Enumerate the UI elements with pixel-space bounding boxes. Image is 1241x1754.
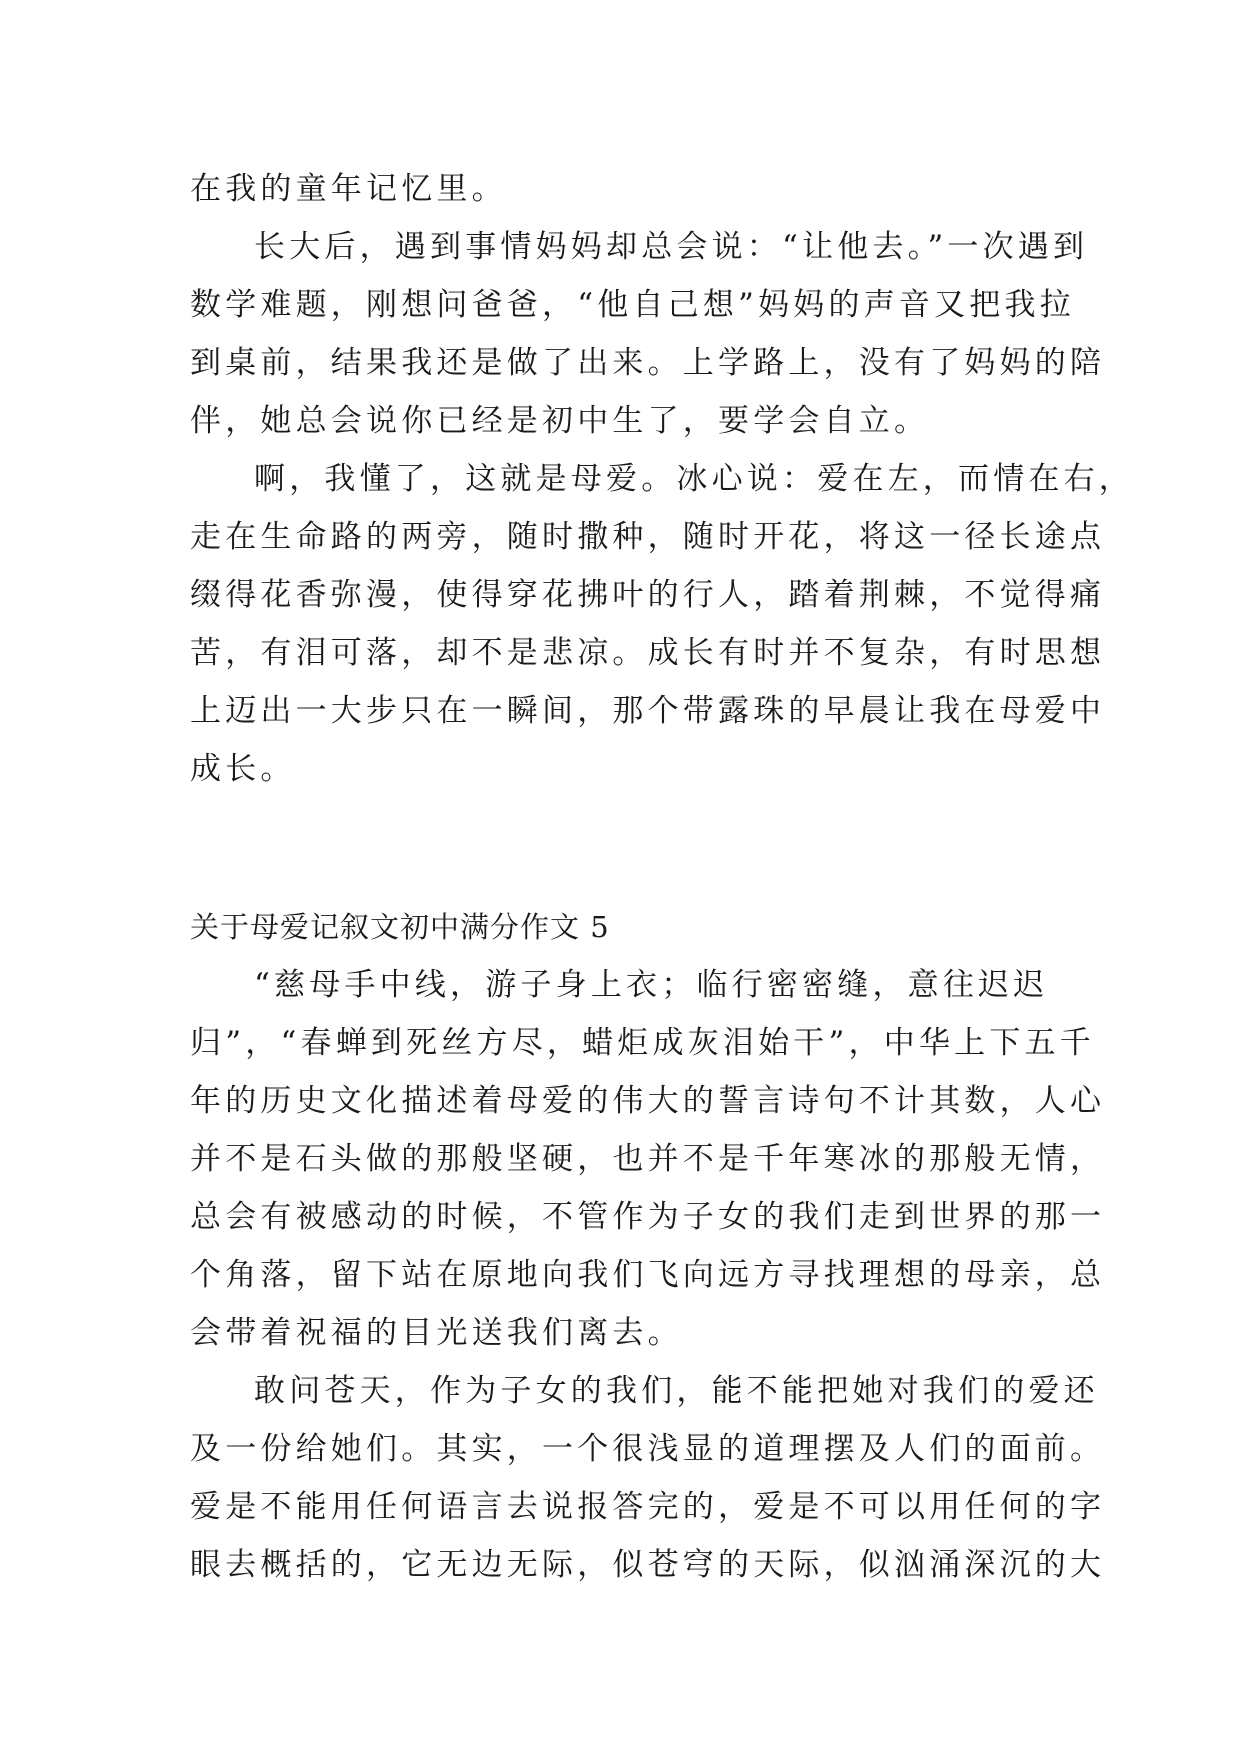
text-line: 并不是石头做的那般坚硬，也并不是千年寒冰的那般无情，: [190, 1141, 1106, 1177]
section-gap: [190, 798, 1060, 898]
text-line: 眼去概括的，它无边无际，似苍穹的天际，似汹涌深沉的大: [190, 1547, 1106, 1583]
section-heading: 关于母爱记叙文初中满分作文 5: [190, 910, 610, 944]
text-line: 到桌前，结果我还是做了出来。上学路上，没有了妈妈的陪: [190, 345, 1106, 381]
text-line: 及一份给她们。其实，一个很浅显的道理摆及人们的面前。: [190, 1431, 1106, 1467]
text-line: 上迈出一大步只在一瞬间，那个带露珠的早晨让我在母爱中: [190, 693, 1106, 729]
text-line: 伴，她总会说你已经是初中生了，要学会自立。: [190, 403, 930, 439]
text-line: 成长。: [190, 751, 296, 787]
text-line: 苦，有泪可落，却不是悲凉。成长有时并不复杂，有时思想: [190, 635, 1106, 671]
paragraph-start-line: 啊，我懂了，这就是母爱。冰心说：爱在左，而情在右，: [254, 461, 1134, 497]
text-line: 个角落，留下站在原地向我们飞向远方寻找理想的母亲，总: [190, 1257, 1106, 1293]
text-line: 数学难题，刚想问爸爸，“他自己想”妈妈的声音又把我拉: [190, 287, 1075, 323]
document-page: [190, 160, 1134, 1594]
text-line: 年的历史文化描述着母爱的伟大的誓言诗句不计其数，人心: [190, 1083, 1106, 1119]
text-line: 在我的童年记忆里。: [190, 171, 507, 207]
text-line: 会带着祝福的目光送我们离去。: [190, 1315, 683, 1351]
text-line: 走在生命路的两旁，随时撒种，随时开花，将这一径长途点: [190, 519, 1106, 555]
paragraph-start-line: 敢问苍天，作为子女的我们，能不能把她对我们的爱还: [254, 1373, 1099, 1409]
text-line: 爱是不能用任何语言去说报答完的，爱是不可以用任何的字: [190, 1489, 1106, 1525]
text-line: 归”，“春蝉到死丝方尽，蜡炬成灰泪始干”，中华上下五千: [190, 1025, 1095, 1061]
paragraph-start-line: “慈母手中线，游子身上衣；临行密密缝，意往迟迟: [254, 967, 1049, 1003]
text-line: 总会有被感动的时候，不管作为子女的我们走到世界的那一: [190, 1199, 1106, 1235]
paragraph-start-line: 长大后，遇到事情妈妈却总会说：“让他去。”一次遇到: [254, 229, 1089, 265]
text-line: 缀得花香弥漫，使得穿花拂叶的行人，踏着荆棘，不觉得痛: [190, 577, 1106, 613]
